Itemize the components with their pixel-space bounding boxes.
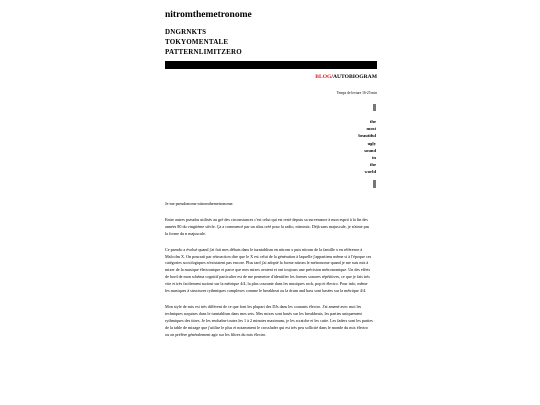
motto	[358, 118, 376, 176]
motto-top-line	[373, 104, 376, 111]
reading-time: Temps de lecture 16-25 min	[336, 91, 377, 95]
motto-line: most	[366, 126, 376, 132]
motto-line: sound	[364, 147, 376, 153]
menu-item-tokyomentale[interactable]: TOKYOMENTALE	[165, 38, 229, 46]
blog-link[interactable]: BLOG	[315, 74, 332, 80]
motto-line: the	[369, 119, 376, 124]
motto-line: world	[364, 169, 376, 175]
site-title[interactable]: nitromthemetronome	[165, 10, 252, 20]
article-paragraph: Je me pseudonome nitromthemetronome.	[165, 201, 234, 206]
menu-item-dngrnkts[interactable]: DNGRNKTS	[165, 28, 207, 36]
article-paragraph: Ce pseudo a évolué quand j'ai fait mes débuts dans le turntablism en nitrom x puis nitrom de la famille x en référence à Malcolm X. On pourrait par rétroaction dire que le X est celui de la génération à laquelle j'appartiens même si à l'époque ces catégories sociologiques n'existaient pas encore. Plus tard j'ai adopté la forme nitrom le métronome quand je me suis mis à mixer de la musique électronique et parce que mes mixes avaient et ont toujours une précision métronomique. Un des effets de bord de mon schéma cognitif particulier est de me permettre d'identifier les formes sonores répétitives, ce que je fais très vite et très facilement surtout sur la métrique 4/4, la plus courante dans les musiques rock, pop et électro. Pour info, même les musiques à structures rythmiques complexes comme le breakbeat ou la drum and bass sont basées sur la métrique 4/4.	[165, 246, 372, 294]
menu-item-patternlimitzero[interactable]: PATTERNLIMITZERO	[165, 48, 242, 56]
motto-line: the	[369, 162, 376, 168]
motto-line: in	[372, 155, 376, 161]
article-paragraph: Entre autres pseudos utilisés au gré des circonstances c'est celui qui est resté depuis sa survenance à mon esprit à la fin des années 80 du vingtième siècle. Ça a commencé par un alias créé pour la radio, nitromix. Déjà sans majuscule, je n'aime pas la forme du n majuscule.	[165, 216, 370, 236]
motto-line: ugly	[367, 140, 376, 146]
header-divider-bar	[165, 61, 377, 69]
section-breadcrumb	[315, 74, 377, 80]
autobiogram-link[interactable]: AUTOBIOGRAM	[332, 74, 377, 80]
main-menu	[165, 27, 242, 57]
breadcrumb-separator: /	[331, 74, 333, 80]
motto-line: beautiful	[358, 133, 376, 139]
motto-bottom-line	[373, 180, 376, 188]
article-body	[165, 201, 373, 348]
article-paragraph: Mon style de mix est très différent de ce que font les plupart des DJs dans les courants électro. J'ai amené avec moi les techniques acquises dans le turntablism dans mes sets. Mes mixes sont basés sur les breakbeats, les parties uniquement rythmiques des titres. Je les enchaîne toutes les 1 à 2 minutes maximum, je les scratche et les cutte. Les faders sont les parties de la table de mixage que j'utilise le plus et notamment le crossfader qui est très peu sollicité dans le monde du mix électro ou on préfère généralement agir sur les filtres du mix électro.	[165, 303, 373, 337]
